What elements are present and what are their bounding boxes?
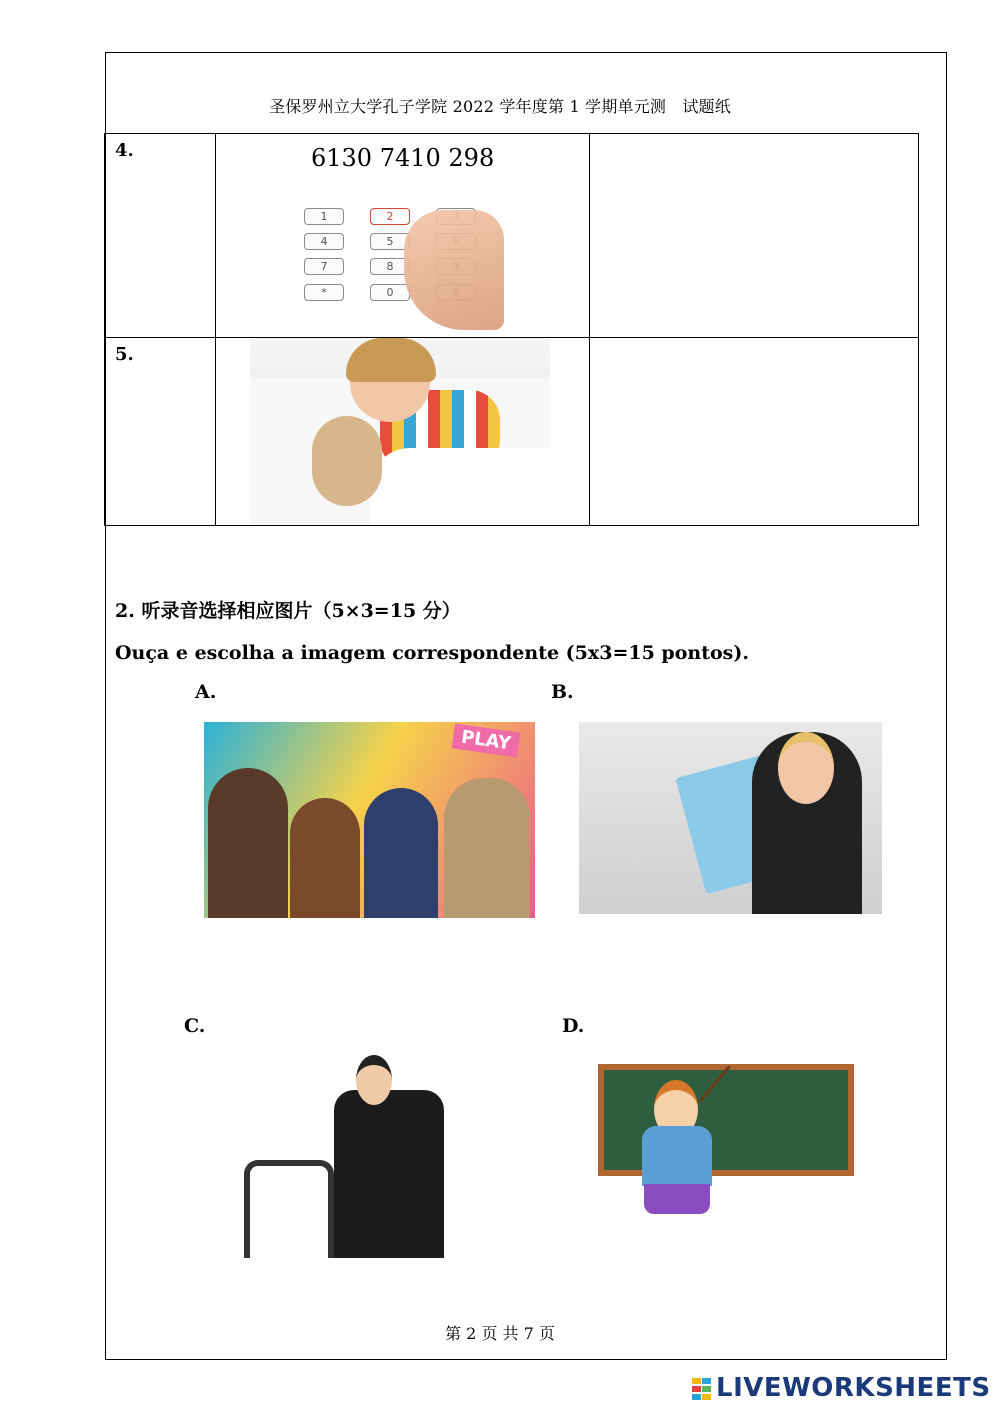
question-image-cell bbox=[216, 338, 590, 526]
teddy-bear bbox=[312, 416, 382, 506]
key-1: 1 bbox=[304, 208, 344, 225]
liveworksheets-logo-icon bbox=[692, 1378, 712, 1400]
question-image-cell bbox=[216, 134, 590, 338]
option-label-b: B. bbox=[551, 681, 574, 703]
question-number: 5. bbox=[105, 338, 216, 526]
answer-cell-5[interactable] bbox=[590, 338, 919, 526]
key-0: 0 bbox=[370, 284, 410, 301]
keypad-image bbox=[216, 134, 588, 334]
chair-image bbox=[244, 1160, 334, 1258]
table-row bbox=[105, 134, 919, 338]
teacher-image bbox=[632, 1080, 722, 1214]
key-5: 5 bbox=[370, 233, 410, 250]
key-7: 7 bbox=[304, 258, 344, 275]
option-label-a: A. bbox=[195, 681, 217, 703]
question-table bbox=[104, 133, 919, 526]
key-8: 8 bbox=[370, 258, 410, 275]
page-header-title: 圣保罗州立大学孔子学院 2022 学年度第 1 学期单元测 试题纸 bbox=[269, 97, 731, 116]
option-label-d: D. bbox=[562, 1015, 585, 1037]
option-image-b[interactable] bbox=[579, 722, 882, 914]
finger-image bbox=[404, 210, 504, 330]
section-subtitle: Ouça e escolha a imagem correspondente (5x3=15 pontos). bbox=[115, 642, 749, 664]
play-tag: PLAY bbox=[452, 724, 521, 758]
section-title: 2. 听录音选择相应图片（5×3=15 分） bbox=[115, 600, 461, 622]
question-number: 4. bbox=[105, 134, 216, 338]
phone-number: 6130 7410 298 bbox=[311, 144, 495, 172]
key-4: 4 bbox=[304, 233, 344, 250]
sleeping-boy-image bbox=[250, 338, 550, 524]
table-row bbox=[105, 338, 919, 526]
page-footer: 第 2 页 共 7 页 bbox=[445, 1324, 555, 1343]
answer-cell-4[interactable] bbox=[590, 134, 919, 338]
key-star: * bbox=[304, 284, 344, 301]
option-image-a[interactable] bbox=[204, 722, 535, 918]
brand-name[interactable]: LIVEWORKSHEETS bbox=[716, 1373, 991, 1403]
key-2: 2 bbox=[370, 208, 410, 225]
option-label-c: C. bbox=[184, 1015, 206, 1037]
option-image-c[interactable] bbox=[244, 1050, 460, 1258]
